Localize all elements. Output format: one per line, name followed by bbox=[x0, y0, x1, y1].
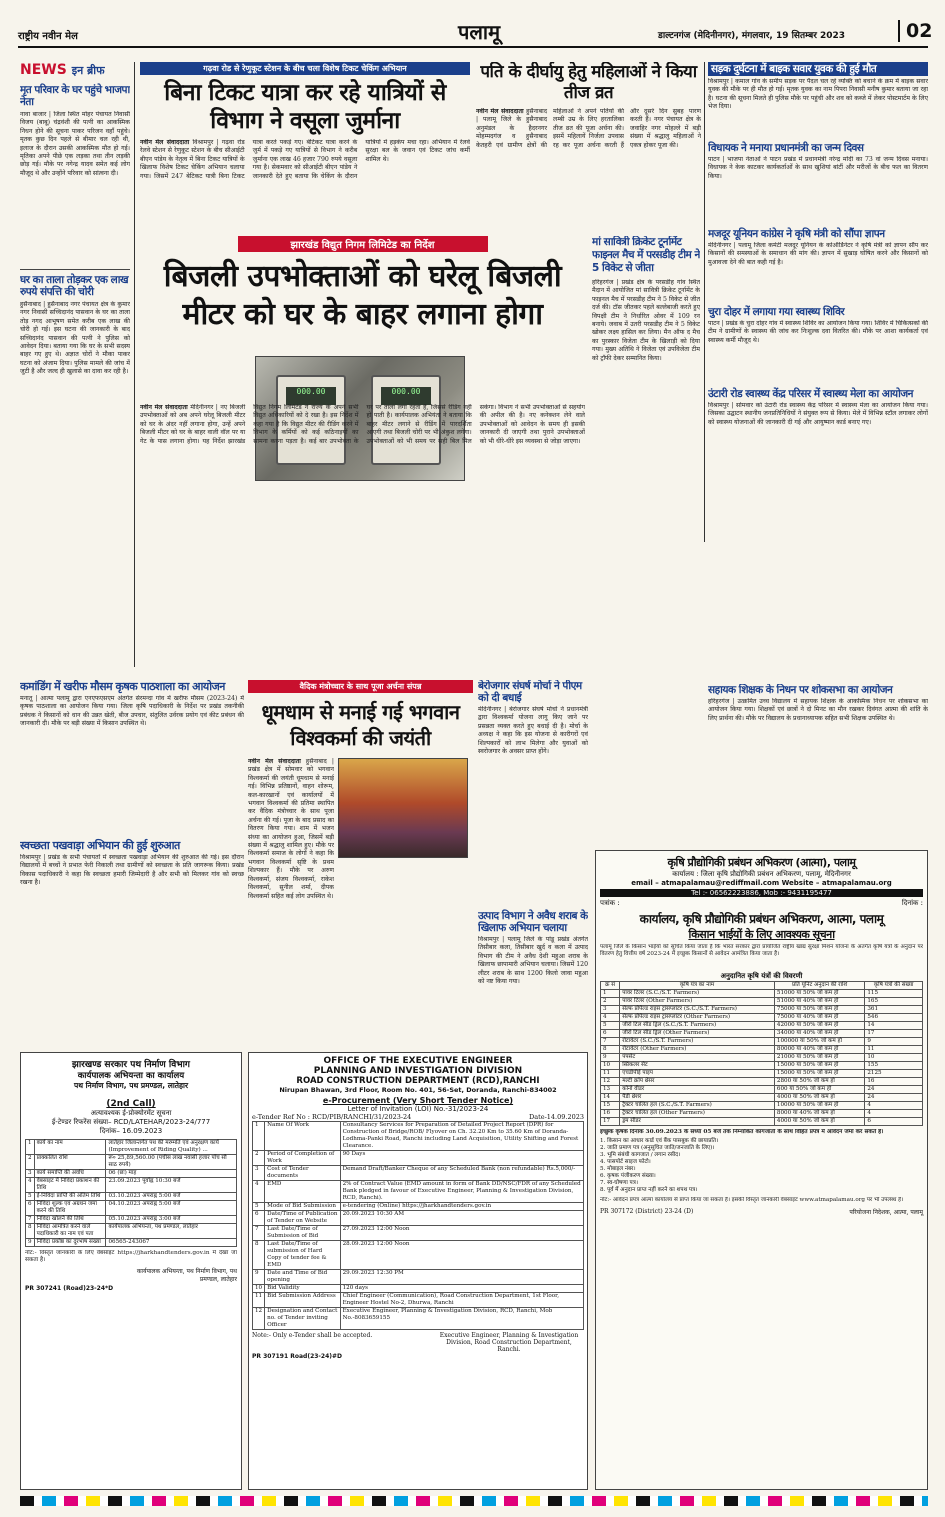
table-row bbox=[26, 1201, 237, 1216]
jh-line-3: पथ निर्माण विभाग, पथ प्रमण्डल, लातेहार bbox=[73, 1081, 189, 1090]
table-cell: 75000 या 40% जो कम हो bbox=[774, 1014, 864, 1022]
table-cell: ट्रैक्टर चालित हल (Other Farmers) bbox=[620, 1110, 775, 1118]
right-headline-3: मजदूर यूनियन कांग्रेस ने कृषि मंत्री को सौंपा ज्ञापन bbox=[708, 228, 885, 240]
table-cell: 16 bbox=[865, 1078, 923, 1086]
right-headline-5: उंटारी रोड स्वास्थ्य केंद्र परिसर में स्वास्थ्य मेला का आयोजन bbox=[708, 388, 913, 400]
table-cell: 2 bbox=[26, 1155, 35, 1170]
right-column-2 bbox=[708, 684, 928, 844]
table-cell: 12 bbox=[601, 1078, 620, 1086]
atma-ref-line bbox=[600, 899, 923, 908]
table-cell: 06 (छः) माह bbox=[106, 1170, 237, 1178]
cricket-story bbox=[592, 236, 700, 666]
table-row bbox=[601, 1030, 923, 1038]
table-cell: 11 bbox=[865, 1046, 923, 1054]
bijli-kicker: झारखंड विद्युत निगम लिमिटेड का निर्देश bbox=[238, 236, 488, 252]
left-lower bbox=[20, 680, 244, 1050]
atma-notice-title: किसान भाईयों के लिए आवश्यक सूचना bbox=[688, 928, 835, 941]
table-cell: 42000 या 50% जो कम हो bbox=[774, 1022, 864, 1030]
berojgar-headline: बेरोजगार संघर्ष मोर्चा ने पीएम को दी बधाई bbox=[478, 680, 582, 704]
table-cell: 4 bbox=[26, 1178, 35, 1193]
table-cell: पंपसेट bbox=[620, 1054, 775, 1062]
table-cell: Bid Validity bbox=[265, 1285, 340, 1293]
table-cell: 27.09.2023 12:00 Noon bbox=[340, 1226, 583, 1241]
table-row bbox=[253, 1151, 584, 1166]
berojgar-body: मेदिनीनगर | बेरोजगार संघर्ष मोर्चा ने प्रधानमंत्री द्वारा विश्वकर्मा योजना लागू किए जाने पर प्रसन्नता व्यक्त करते हुए बधाई दी है। मोर्चा के अध्यक्ष ने कहा कि इस योजना से कारीगरों एवं शिल्पकारों को लाभ मिलेगा और युवाओं को स्वरोजगार के अवसर प्राप्त होंगे। bbox=[478, 706, 588, 756]
table-row bbox=[601, 1070, 923, 1078]
table-cell: 21000 या 50% जो कम हो bbox=[774, 1054, 864, 1062]
table-cell: 20.09.2023 10:30 AM bbox=[340, 1211, 583, 1226]
vishwakarma-body: हुसैनाबाद | प्रखंड क्षेत्र में सोमवार को भगवान विश्वकर्मा की जयंती धूमधाम से मनाई गई। विभिन्न प्रतिष्ठानों, वाहन शोरूम, कल-कारखानों एवं कार्यालयों में भगवान विश्वकर्मा की प्रतिमा स्थापित कर वैदिक मंत्रोच्चार के साथ पूजा अर्चना की गई। पूजा के बाद प्रसाद का वितरण किया गया। शाम में भजन संध्या का आयोजन हुआ, जिसमें बड़ी संख्या में श्रद्धालु शामिल हुए। मौके पर विश्वकर्मा समाज के लोगों ने कहा कि भगवान विश्वकर्मा सृष्टि के प्रथम शिल्पकार हैं। मौके पर अरुण विश्वकर्मा, संजय विश्वकर्मा, राकेश विश्वकर्मा, सुनील शर्मा, दीपक विश्वकर्मा सहित कई लोग उपस्थित थे। bbox=[248, 758, 334, 900]
brief-headline-2: घर का ताला तोड़कर एक लाख रुपये संपत्ति की चोरी bbox=[20, 269, 130, 298]
table-cell: 3 bbox=[253, 1166, 265, 1181]
table-cell: 90 Days bbox=[340, 1151, 583, 1166]
bijli-body-wrap bbox=[140, 404, 585, 666]
atma-signoff: परियोजना निदेशक, आत्मा, पलामू bbox=[849, 1209, 923, 1216]
table-cell: कोनो वीडर bbox=[620, 1086, 775, 1094]
jh-line-1: झारखण्ड सरकार पथ निर्माण विभाग bbox=[72, 1060, 190, 1070]
table-cell: 11 bbox=[253, 1293, 265, 1308]
news-brand-sub: इन ब्रीफ bbox=[71, 64, 105, 77]
table-cell: कार्य समाप्ति की अवधि bbox=[34, 1170, 106, 1178]
table-cell: 51000 या 50% जो कम हो bbox=[774, 990, 864, 998]
list-item: 5. मोबाइल नंबर। bbox=[600, 1166, 636, 1172]
table-cell: 4 bbox=[865, 1102, 923, 1110]
table-row bbox=[26, 1170, 237, 1178]
table-cell: 17 bbox=[601, 1118, 620, 1126]
cricket-body: हरिहरगंज | प्रखंड क्षेत्र के परसडीह गांव स्थित मैदान में आयोजित मां सावित्री क्रिकेट टूर्नामेंट के फाइनल मैच में परसडीह टीम ने 5 विकेट से जीत दर्ज की। टॉस जीतकर पहले बल्लेबाजी करते हुए विपक्षी टीम ने निर्धारित ओवर में 109 रन बनाये। जवाब में उतरी परसडीह टीम ने 5 विकेट खोकर लक्ष्य हासिल कर लिया। मैन ऑफ द मैच का पुरस्कार विजेता टीम के खिलाड़ी को दिया गया। मुख्य अतिथि ने विजेता एवं उपविजेता टीम को ट्रॉफी देकर सम्मानित किया। bbox=[592, 279, 700, 362]
table-cell: मल्टी क्रॉप थ्रेसर bbox=[620, 1078, 775, 1086]
brief-body-1: नावा बाजार | जिला स्थित मोहर पंचायत निवासी विजय (बाबू) चंद्रवंशी की पत्नी का आकस्मिक निधन होने की सूचना पाकर परिजन वहाँ पहुंचे। मृतक कुछ दिन पहले से बीमार चल रही थी, इलाज के दौरान उसकी आकस्मिक मौत हो गई। मृतिका अपने पीछे एक लड़का तथा तीन लड़की छोड़ गई। मौके पर नगेन्द्र यादव समेत कई लोग मौजूद थे और उन्होंने परिवार को सांत्वना दी। bbox=[20, 111, 130, 177]
table-cell: 5 bbox=[253, 1203, 265, 1211]
table-cell: 17 bbox=[865, 1030, 923, 1038]
table-cell: 3 bbox=[26, 1170, 35, 1178]
table-cell: 6 bbox=[865, 1118, 923, 1126]
latehar-tender-notice bbox=[20, 1052, 242, 1490]
table-row bbox=[253, 1181, 584, 1203]
news-brief-column bbox=[20, 62, 130, 667]
table-row bbox=[253, 1122, 584, 1151]
table-cell: 9 bbox=[253, 1270, 265, 1285]
table-cell: जीरो टिल सीड ड्रिल (S.C./S.T. Farmers) bbox=[620, 1022, 775, 1030]
table-cell: 04.10.2023 अपराह्न 5:00 बजे bbox=[106, 1201, 237, 1216]
table-cell: 8 bbox=[26, 1224, 35, 1239]
right-body-2: पाटन | भाजपा नेताओं ने पाटन प्रखंड में प्रधानमंत्री नरेन्द्र मोदी का 73 वां जन्म दिवस मनाया। विधायक ने केक काटकर कार्यकर्ताओं के साथ खुशियां बांटीं और मरीजों के बीच फल का वितरण किया। bbox=[708, 156, 928, 180]
table-cell: 14 bbox=[865, 1022, 923, 1030]
table-row bbox=[601, 1046, 923, 1054]
table-row bbox=[601, 1078, 923, 1086]
table-cell: Name Of Work bbox=[265, 1122, 340, 1151]
table-row bbox=[26, 1224, 237, 1239]
right-body-1: विश्रामपुर | कमाल गांव के समीप सड़क पर पैदल चल रहे व्यक्ति को बचाने के क्रम में बाइक सवार युवक की मौके पर ही मौत हो गई। मृतक युवक का नाम पिपरा निवासी मनीष कुमार बताया जा रहा है। घटना की सूचना मिलते ही पुलिस मौके पर पहुंची और शव को कब्जे में लेकर पोस्टमार्टम के लिए भेज दिया। bbox=[708, 78, 928, 111]
table-header-cell: कृषि यंत्र का नाम bbox=[620, 982, 775, 990]
krishak-headline: कमांडिंग में खरीफ मौसम कृषक पाठशाला का आयोजन bbox=[20, 680, 225, 693]
table-cell: Mode of Bid Submission bbox=[265, 1203, 340, 1211]
atma-office-2: कार्यालय, कृषि प्रौद्योगिकी प्रबंधन अभिकरण, आत्मा, पलामू bbox=[639, 912, 884, 926]
right-headline-1: सड़क दुर्घटना में बाइक सवार युवक की हुई मौत bbox=[708, 62, 928, 76]
table-row bbox=[601, 1054, 923, 1062]
table-cell: Last Date/Time of Submission of Bid bbox=[265, 1226, 340, 1241]
print-color-bar bbox=[20, 1496, 928, 1506]
table-cell: 14 bbox=[601, 1094, 620, 1102]
table-cell: 2% of Contract Value (EMD amount in form of Bank DD/NSC/FDR of any Scheduled Bank pledged in favour of Executive Engineer, Planning & Investigation Division, RCD, Ranchi). bbox=[340, 1181, 583, 1203]
table-row bbox=[601, 1038, 923, 1046]
electric-meter-photo: 000.00 000.00 bbox=[255, 356, 465, 481]
atma-notice bbox=[595, 850, 928, 1490]
right-headline-6: सहायक शिक्षक के निधन पर शोकसभा का आयोजन bbox=[708, 684, 893, 696]
table-cell: 6 bbox=[26, 1201, 35, 1216]
list-item: 1. किसान का आधार कार्ड एवं बैंक पासबुक की छायाप्रति। bbox=[600, 1138, 719, 1144]
table-cell: 10 bbox=[253, 1285, 265, 1293]
list-item: 7. स्व-घोषणा पत्र। bbox=[600, 1180, 638, 1186]
atma-table bbox=[600, 981, 923, 1126]
table-cell: 1 bbox=[26, 1140, 35, 1155]
table-cell: लातेहार जिलान्तर्गत पथ की मरम्मति एवं अनुरक्षण कार्य (Improvement of Riding Quality) ... bbox=[106, 1140, 237, 1155]
table-cell: 4 bbox=[865, 1110, 923, 1118]
table-header-cell: क्र सं bbox=[601, 982, 620, 990]
vishwakarma-body-wrap bbox=[248, 758, 334, 1048]
ticket-body-wrap bbox=[140, 139, 470, 192]
table-cell: 546 bbox=[865, 1014, 923, 1022]
table-cell: 06565-243067 bbox=[106, 1239, 237, 1247]
table-cell: 6 bbox=[601, 1030, 620, 1038]
vishwakarma-kicker: वैदिक मंत्रोच्चार के साथ पूजा अर्चना संपन्न bbox=[248, 680, 473, 693]
brief-body-2: हुसैनाबाद | हुसैनाबाद नगर पंचायत क्षेत्र के कुमार नगर निवासी सच्चिदानंद पासवान के घर का ताला तोड़ नगद आभूषण समेत करीब एक लाख की चोरी हो गई। इस घटना की जानकारी के बाद सच्चिदानंद पासवान की पत्नी ने पुलिस को आवेदन दिया। बताया गया कि घर के सभी सदस्य बाहर गए हुए थे। अज्ञात चोरों ने मौका पाकर घटना को अंजाम दिया। पुलिस मामले की जांच में जुटी है और जल्द ही खुलासे का दावा कर रही है। bbox=[20, 301, 130, 376]
table-row bbox=[253, 1285, 584, 1293]
table-cell: निविदा प्रकोष्ठ का दूरभाष संख्या bbox=[34, 1239, 106, 1247]
table-row bbox=[601, 1006, 923, 1014]
table-cell: प्राक्कलित राशि bbox=[34, 1155, 106, 1170]
excise-body: विश्रामपुर | पलामू जिले के पांडू प्रखंड अंतर्गत तिसीबार कला, तिसीबार खुर्द व कला में उत्पाद विभाग की टीम ने अवैध देशी महुआ शराब के खिलाफ छापामारी अभियान चलाया। जिसमें 120 लीटर शराब के साथ 1200 किलो जावा महुआ को नष्ट किया गया। bbox=[478, 936, 588, 986]
table-cell: कार्य का नाम bbox=[34, 1140, 106, 1155]
bijli-body: मेदिनीनगर | नए बिजली उपभोक्ताओं को अब अपने घरेलू बिजली मीटर को घर के अंदर नहीं लगाना होगा, उन्हें अपने बिजली मीटर को घर के बाहर वाली वॉल पर या गेट के पास लगाना होगा। यह निर्देश झारखंड विद्युत निगम लिमिटेड ने राज्य के अपने सभी विद्युत अधिकारियों को दे रखा है। इस निर्देश में कहा गया है कि विद्युत मीटर की रीडिंग करने में विभाग के कर्मियों को कई कठिनाइयों का सामना करना पड़ता है। कई बार उपभोक्ता के घर पर ताला लगा रहता है, जिससे रीडिंग नहीं हो पाती है। कार्यपालक अभियंता ने बताया कि बाहर मीटर लगाने से रीडिंग में पारदर्शिता आएगी तथा बिजली चोरी पर भी अंकुश लगेगा। उपभोक्ताओं को भी समय पर सही बिल मिल सकेगा। विभाग ने सभी उपभोक्ताओं से सहयोग की अपील की है। नए कनेक्शन लेने वाले उपभोक्ताओं को आवेदन के समय ही इसकी जानकारी दी जाएगी तथा पुराने उपभोक्ताओं को भी धीरे-धीरे इस व्यवस्था से जोड़ा जाएगा। bbox=[140, 404, 585, 445]
jh-note: नोट:- विस्तृत जानकारी के लिए वेबसाइट https://jharkhandtenders.gov.in में देखा जा सकता है। bbox=[25, 1250, 237, 1263]
list-item: 8. पूर्व में अनुदान प्राप्त नहीं करने का शपथ पत्र। bbox=[600, 1187, 698, 1193]
table-cell: Chief Engineer (Communication), Road Construction Department, 1st Floor, Engineer Hostel No-2, Dhurwa, Ranchi bbox=[340, 1293, 583, 1308]
vishwakarma-story bbox=[248, 680, 473, 1050]
list-item: 3. भूमि संबंधी कागजात / लगान रसीद। bbox=[600, 1152, 681, 1158]
table-row bbox=[253, 1308, 584, 1330]
table-cell: 2 bbox=[253, 1151, 265, 1166]
list-item: 4. पासपोर्ट साइज फोटो। bbox=[600, 1159, 651, 1165]
rcd-line-4: Nirupan Bhawan, 3rd Floor, Room No. 401, 56-Set, Doranda, Ranchi-834002 bbox=[279, 1086, 557, 1094]
atma-dinank: दिनांक : bbox=[901, 899, 923, 907]
list-item: 2. जाति प्रमाण पत्र (अनुसूचित जाति/जनजाति के लिए)। bbox=[600, 1145, 715, 1151]
table-cell: 7 bbox=[601, 1038, 620, 1046]
table-cell: 29.09.2023 12:30 PM bbox=[340, 1270, 583, 1285]
jh-line-4: अत्यावश्यक ई-प्रोक्योरमेंट सूचना bbox=[90, 1109, 172, 1117]
jh-call: (2nd Call) bbox=[106, 1099, 156, 1109]
news-brand: NEWS bbox=[20, 62, 67, 78]
excise-headline: उत्पाद विभाग ने अवैध शराब के खिलाफ अभियान चलाया bbox=[478, 910, 588, 934]
table-row bbox=[601, 1102, 923, 1110]
jh-line-5: ई-टेण्डर रिफरेंस संख्या– RCD/LATEHAR/2023-24/777 bbox=[51, 1118, 211, 1126]
table-cell: 7 bbox=[253, 1226, 265, 1241]
rcd-pr: PR 307191 Road(23-24)#D bbox=[252, 1353, 343, 1360]
atma-footer bbox=[600, 1208, 923, 1216]
table-cell: 120 days bbox=[340, 1285, 583, 1293]
table-cell: 4 bbox=[601, 1014, 620, 1022]
table-row bbox=[601, 1022, 923, 1030]
table-cell: 600 या 50% जो कम हो bbox=[774, 1086, 864, 1094]
paper-name: राष्ट्रीय नवीन मेल bbox=[18, 31, 78, 42]
table-cell: 03.10.2023 अपराह्न 5:00 बजे bbox=[106, 1193, 237, 1201]
atma-intro: पलामू जिले के किसान भाईयों को सूचित किया जाता है कि भारत सरकार द्वारा प्रायोजित राष्ट्रीय खाद्य सुरक्षा मिशन योजना के अंतर्गत कृषि यंत्रों के अनुदान पर वितरण हेतु वित्तीय वर्ष 2023-24 में इच्छुक किसानों से आवेदन आमंत्रित किया जाता है। bbox=[600, 944, 923, 957]
table-cell: 155 bbox=[865, 1062, 923, 1070]
krishak-body: मनातू | आत्मा पलामू द्वारा एनएफएसएम अंतर्गत सेरमन्दा गांव में खरीफ मौसम (2023-24) में कृषक पाठशाला का आयोजन किया गया। जिला कृषि पदाधिकारी के निर्देश पर प्रखंड तकनीकी प्रबंधक ने किसानों को धान की उन्नत खेती, बीज उपचार, संतुलित उर्वरक प्रयोग एवं कीट प्रबंधन की जानकारी दी। मौके पर बड़ी संख्या में किसान उपस्थित थे। bbox=[20, 695, 244, 728]
table-cell: 11 bbox=[601, 1070, 620, 1078]
table-cell: वेबसाइट में निविदा प्रकाशन की तिथि bbox=[34, 1178, 106, 1193]
table-cell: Bid Submission Address bbox=[265, 1293, 340, 1308]
right-body-4: पाटन | प्रखंड के चुरा दोहर गांव में स्वास्थ्य शिविर का आयोजन किया गया। शिविर में चिकित्सकों की टीम ने ग्रामीणों के स्वास्थ्य की जांच कर निःशुल्क दवा वितरित की। मौके पर आशा कार्यकर्ता एवं स्वास्थ्य कर्मी मौजूद थे। bbox=[708, 320, 928, 344]
table-row bbox=[26, 1178, 237, 1193]
table-cell: 2125 bbox=[865, 1070, 923, 1078]
ticket-byline: नवीन मेल संवाददाता bbox=[140, 139, 190, 146]
table-cell: 16 bbox=[601, 1110, 620, 1118]
table-cell: निविदा शुल्क एवं अग्रधन जमा करने की तिथि bbox=[34, 1201, 106, 1216]
dateline: डाल्टनगंज (मेदिनीनगर), मंगलवार, 19 सितम्बर 2023 bbox=[658, 31, 846, 41]
table-row bbox=[601, 1086, 923, 1094]
table-cell: ई-निविदा प्राप्ति की अंतिम तिथि bbox=[34, 1193, 106, 1201]
table-row bbox=[253, 1166, 584, 1181]
page-number: 02 bbox=[898, 20, 932, 42]
table-cell: 8000 या 40% जो कम हो bbox=[774, 1110, 864, 1118]
right-body-6: हरिहरगंज | उत्क्रमित उच्च विद्यालय में सहायक शिक्षक के आकस्मिक निधन पर शोकसभा का आयोजन किया गया। शिक्षकों एवं छात्रों ने दो मिनट का मौन रखकर दिवंगत आत्मा की शांति के लिए प्रार्थना की। मौके पर विद्यालय के प्रधानाध्यापक सहित सभी शिक्षक उपस्थित थे। bbox=[708, 698, 928, 722]
list-item: 6. कृषक पंजीकरण संख्या। bbox=[600, 1173, 656, 1179]
table-row bbox=[253, 1270, 584, 1285]
table-cell: 15000 या 50% जो कम हो bbox=[774, 1062, 864, 1070]
table-row bbox=[253, 1226, 584, 1241]
vishwakarma-headline: धूमधाम से मनाई गई भगवान विश्वकर्मा की जयंती bbox=[261, 700, 460, 750]
table-cell: 115 bbox=[865, 990, 923, 998]
table-cell: निविदा आमंत्रित करने वाले पदाधिकारी का नाम एवं पता bbox=[34, 1224, 106, 1239]
news-brief-logo bbox=[20, 62, 130, 78]
table-cell: रोटावेटर (S.C./S.T. Farmers) bbox=[620, 1038, 775, 1046]
teej-body: हुसैनाबाद | पलामू जिले के हुसैनाबाद अनुमंडल के हैदरनगर मोहम्मदगंज व हुसैनाबाद केतहरी एवं ग्रामीण क्षेत्रों की महिलाओं ने अपने पतियों की लम्बी उम्र के लिए हरतालिका तीज व्रत की पूजा अर्चना की। इसमें महिलायें निर्जला उपवास रह कर पूजा अर्चना करती हैं और दूसरे दिन सुबह पारण करती हैं। नगर पंचायत क्षेत्र के जवाहिर नगर मोहल्ले में बड़ी संख्या में श्रद्धालु महिलाओं ने एकत्र होकर पूजा की। bbox=[476, 108, 701, 149]
rcd-sign: Executive Engineer, Planning & Investigation Division, Road Construction Department, Ranchi. bbox=[439, 1332, 579, 1353]
atma-tel: Tel :- 06562223886, Mob :- 9431195477 bbox=[600, 889, 923, 897]
atma-note: नोट:- आवेदन प्रपत्र आत्मा कार्यालय से प्राप्त किया जा सकता है। इसकी विस्तृत जानकारी वेबसाइट www.atmapalamau.org पर भी उपलब्ध है। bbox=[600, 1197, 904, 1203]
swachhta-headline: स्वच्छता पखवाड़ा अभियान की हुई शुरुआत bbox=[20, 839, 180, 852]
table-header-cell: कृषि यंत्रों की संख्या bbox=[865, 982, 923, 990]
jh-line-2: कार्यपालक अभियन्ता का कार्यालय bbox=[77, 1071, 185, 1081]
table-cell: 12 bbox=[253, 1308, 265, 1330]
table-cell: Cost of Tender documents bbox=[265, 1166, 340, 1181]
table-cell: 80000 या 40% जो कम हो bbox=[774, 1046, 864, 1054]
table-cell: ड्रम सीडर bbox=[620, 1118, 775, 1126]
table-cell: 05.10.2023 अपराह्न 3:00 बजे bbox=[106, 1216, 237, 1224]
ticket-body: विश्रामपुर | गढ़वा रोड रेलवे स्टेशन से रेणुकूट स्टेशन के बीच सीआईटी बीएन पांडेय के नेतृत्व में बिना टिकट यात्रियों के खिलाफ विशेष टिकट चेकिंग अभियान चलाया गया। जिसमें 247 बेटिकट यात्री बिना टिकट यात्रा करते पकड़े गए। बेटिकट यात्रा करने के जुर्म में पकड़े गए यात्रियों से विभाग ने करीब जुर्माना एक लाख 46 हजार 790 रुपये वसूला गया है। सेकमवार को सीआईटी बीएन पांडेय ने जानकारी देते हुए बताया कि चेकिंग के दौरान यात्रियों में हड़कंप मचा रहा। अभियान में रेलवे सुरक्षा बल के जवान एवं टिकट जांच कर्मी शामिल थे। bbox=[140, 139, 470, 180]
rcd-line-1: OFFICE OF THE EXECUTIVE ENGINEER bbox=[323, 1056, 513, 1066]
teej-headline: पति के दीर्घायु हेतु महिलाओं ने किया तीज व्रत bbox=[480, 62, 697, 103]
table-cell: सेल्फ प्रोपेल्ड राइस ट्रांसप्लांटर (S.C./S.T. Farmers) bbox=[620, 1006, 775, 1014]
table-cell: 4000 या 50% जो कम हो bbox=[774, 1094, 864, 1102]
table-cell: 75000 या 50% जो कम हो bbox=[774, 1006, 864, 1014]
table-row bbox=[26, 1193, 237, 1201]
table-cell: 15000 या 50% जो कम हो bbox=[774, 1070, 864, 1078]
bijli-byline: नवीन मेल संवाददाता bbox=[140, 404, 188, 411]
brief-headline-1: मृत परिवार के घर पहुंचे भाजपा नेता bbox=[20, 84, 130, 108]
table-cell: 3 bbox=[601, 1006, 620, 1014]
table-row bbox=[253, 1211, 584, 1226]
section-title: पलामू bbox=[458, 20, 501, 44]
vishwakarma-photo bbox=[338, 758, 468, 858]
atma-office: कार्यालय : जिला कृषि प्रौद्योगिकी प्रबंधन अभिकरण, पलामू, मेदिनीनगर bbox=[672, 870, 851, 878]
table-row bbox=[601, 1014, 923, 1022]
table-cell: पावर टिलर (S.C./S.T. Farmers) bbox=[620, 990, 775, 998]
rcd-note: Note:- Only e-Tender shall be accepted. bbox=[252, 1332, 373, 1339]
atma-title: कृषि प्रौद्योगिकी प्रबंधन अभिकरण (आत्मा), पलामू bbox=[667, 856, 856, 869]
table-row bbox=[601, 1110, 923, 1118]
table-cell: Executive Engineer, Planning & Investigation Division, RCD, Ranchi, Mob No.-8083659155 bbox=[340, 1308, 583, 1330]
table-cell: पैडी थ्रेशर bbox=[620, 1094, 775, 1102]
table-cell: Consultancy Services for Preparation of Detailed Project Report (DPR) for Construction of Bridge/ROB/ Flyover on Ch. 32.20 Km to 35.60 Km of Doranda-Lodhma-Panki Road, Ranchi including Land Acquisition, Utility Shifting and Forest Clearance. bbox=[340, 1122, 583, 1151]
rcd-ref: e-Tender Ref No : RCD/PIB/RANCHI/31/2023-24 bbox=[252, 1113, 412, 1121]
table-header-cell: प्रति यूनिट अनुदान की राशि bbox=[774, 982, 864, 990]
table-cell: 10 bbox=[601, 1062, 620, 1070]
jh-table bbox=[25, 1139, 237, 1247]
rcd-loi: Letter of Invitation (LOI) No.-31/2023-24 bbox=[347, 1105, 489, 1113]
berojgar-story bbox=[478, 680, 588, 1050]
table-cell: रू० 25,89,560.00 (पचीस लाख नवासी हजार पाँच सौ साठ रुपये) bbox=[106, 1155, 237, 1170]
table-cell: EMD bbox=[265, 1181, 340, 1203]
table-cell: निविदा खोलने की तिथि bbox=[34, 1216, 106, 1224]
table-cell: Date/Time of Publication of Tender on Website bbox=[265, 1211, 340, 1226]
jh-line-6: दिनांक– 16.09.2023 bbox=[99, 1127, 163, 1135]
jh-sign: कार्यपालक अभियन्ता, पथ निर्माण विभाग, पथ प्रमण्डल, लातेहार bbox=[136, 1268, 237, 1283]
table-cell: 8 bbox=[601, 1046, 620, 1054]
table-row bbox=[601, 1118, 923, 1126]
table-cell: 1 bbox=[253, 1122, 265, 1151]
vishwakarma-byline: नवीन मेल संवाददाता bbox=[248, 758, 301, 765]
rcd-tender-notice bbox=[248, 1052, 588, 1490]
swachhta-body: विश्रामपुर | प्रखंड के सभी पंचायतों में स्वच्छता पखवाड़ा अभियान की शुरुआत की गई। इस दौरान विद्यालयों में बच्चों ने प्रभात फेरी निकाली तथा ग्रामीणों को स्वच्छता के प्रति जागरूक किया। प्रखंड विकास पदाधिकारी ने कहा कि स्वच्छता हमारी जिम्मेदारी है और सभी को मिलकर गांव को स्वच्छ रखना है। bbox=[20, 854, 244, 887]
table-cell: Last Date/Time of submission of Hard Copy of tender fee & EMD bbox=[265, 1241, 340, 1270]
table-row bbox=[26, 1216, 237, 1224]
table-cell: स्प्रिंकलर सेट bbox=[620, 1062, 775, 1070]
table-row bbox=[601, 990, 923, 998]
table-row bbox=[26, 1239, 237, 1247]
table-row bbox=[253, 1203, 584, 1211]
table-cell: 23.09.2023 पूर्वाह्न 10:30 बजे bbox=[106, 1178, 237, 1193]
table-cell: 51000 या 40% जो कम हो bbox=[774, 998, 864, 1006]
table-row bbox=[26, 1140, 237, 1155]
table-cell: 13 bbox=[601, 1086, 620, 1094]
ticket-headline: बिना टिकट यात्रा कर रहे यात्रियों से विभाग ने वसूला जुर्माना bbox=[164, 80, 446, 134]
teej-byline: नवीन मेल संवाददाता bbox=[476, 108, 524, 115]
right-column bbox=[708, 62, 928, 542]
rcd-ref-line bbox=[252, 1113, 584, 1121]
table-cell: पावर टिलर (Other Farmers) bbox=[620, 998, 775, 1006]
masthead bbox=[18, 18, 933, 48]
right-headline-4: चुरा दोहर में लगाया गया स्वास्थ्य शिविर bbox=[708, 306, 845, 318]
table-cell: 34000 या 40% जो कम हो bbox=[774, 1030, 864, 1038]
right-headline-2: विधायक ने मनाया प्रधानमंत्री का जन्म दिवस bbox=[708, 142, 864, 154]
teej-body-wrap bbox=[476, 108, 701, 234]
ticket-story bbox=[140, 62, 470, 192]
table-cell: Demand Draft/Banker Cheque of any Scheduled Bank (non refundable) Rs.5,000/- bbox=[340, 1166, 583, 1181]
table-cell: 1 bbox=[601, 990, 620, 998]
right-body-5: विश्रामपुर | सोमवार को उंटारी रोड स्वास्थ्य केंद्र परिसर में स्वास्थ्य मेला का आयोजन किया गया। जिसका उद्घाटन स्थानीय जनप्रतिनिधियों ने संयुक्त रूप से किया। मेले में विभिन्न स्टॉल लगाकर लोगों को स्वास्थ्य योजनाओं की जानकारी दी गई और आयुष्मान कार्ड बनाए गए। bbox=[708, 402, 928, 426]
table-cell: 7 bbox=[26, 1216, 35, 1224]
bijli-story bbox=[140, 236, 585, 666]
table-cell: 15 bbox=[601, 1102, 620, 1110]
table-cell: 9 bbox=[26, 1239, 35, 1247]
table-cell: Period of Completion of Work bbox=[265, 1151, 340, 1166]
table-cell: 5 bbox=[601, 1022, 620, 1030]
table-cell: 6 bbox=[253, 1211, 265, 1226]
table-cell: 2 bbox=[601, 998, 620, 1006]
table-cell: 24 bbox=[865, 1094, 923, 1102]
table-cell: 100000 या 50% जो कम हो bbox=[774, 1038, 864, 1046]
rcd-table bbox=[252, 1121, 584, 1330]
table-cell: ट्रैक्टर चालित हल (S.C./S.T. Farmers) bbox=[620, 1102, 775, 1110]
table-cell: 165 bbox=[865, 998, 923, 1006]
table-cell: रोटावेटर (Other Farmers) bbox=[620, 1046, 775, 1054]
table-cell: कार्यपालक अभियन्ता, पथ प्रमण्डल, लातेहार bbox=[106, 1224, 237, 1239]
rcd-date: Date-14.09.2023 bbox=[529, 1113, 584, 1121]
bijli-headline: बिजली उपभोक्ताओं को घरेलू बिजली मीटर को घर के बाहर लगाना होगा bbox=[163, 259, 562, 332]
teej-story bbox=[476, 62, 701, 234]
table-cell: सेल्फ प्रोपेल्ड राइस ट्रांसप्लांटर (Other Farmers) bbox=[620, 1014, 775, 1022]
atma-email: email – atmapalamau@rediffmail.com Website – atmapalamau.org bbox=[631, 879, 892, 887]
rcd-footer bbox=[252, 1332, 584, 1353]
atma-table-title: अनुदानित कृषि यंत्रों की विवरणी bbox=[720, 972, 803, 980]
table-cell: 5 bbox=[26, 1193, 35, 1201]
table-cell: 4 bbox=[253, 1181, 265, 1203]
table-cell: 8 bbox=[253, 1241, 265, 1270]
table-row bbox=[253, 1293, 584, 1308]
atma-patrank: पत्रांक : bbox=[600, 899, 620, 907]
table-cell: 4000 या 50% जो कम हो bbox=[774, 1118, 864, 1126]
cricket-headline: मां सावित्री क्रिकेट टूर्नामेंट फाइनल मैच में परसडीह टीम ने 5 विकेट से जीता bbox=[592, 236, 700, 274]
table-cell: एचडीपीई पाइप bbox=[620, 1070, 775, 1078]
atma-pr: PR 307172 (District) 23-24 (D) bbox=[600, 1208, 694, 1215]
rcd-line-3: ROAD CONSTRUCTION DEPARTMENT (RCD),RANCHI bbox=[296, 1076, 540, 1086]
table-row bbox=[601, 1062, 923, 1070]
table-cell: Date and Time of Bid opening bbox=[265, 1270, 340, 1285]
atma-docs-list bbox=[600, 1138, 923, 1194]
jh-pr: PR 307241 (Road)23-24*D bbox=[25, 1285, 114, 1292]
table-cell: 2800 या 50% जो कम हो bbox=[774, 1078, 864, 1086]
table-cell: e-tendering (Online) https://jharkhandtenders.gov.in bbox=[340, 1203, 583, 1211]
table-row bbox=[601, 998, 923, 1006]
table-cell: 10 bbox=[865, 1054, 923, 1062]
table-cell: जीरो टिल सीड ड्रिल (Other Farmers) bbox=[620, 1030, 775, 1038]
ticket-kicker: गढ़वा रोड से रेणुकूट स्टेशन के बीच चला विशेष टिकट चेकिंग अभियान bbox=[140, 62, 470, 75]
rcd-line-2: PLANNING AND INVESTIGATION DIVISION bbox=[313, 1066, 523, 1076]
table-cell: 361 bbox=[865, 1006, 923, 1014]
table-cell: 9 bbox=[865, 1038, 923, 1046]
right-body-3: मेदिनीनगर | पलामू जिला कमेटी मजदूर यूनियन के कोऑर्डिनेटर ने कृषि मंत्री को ज्ञापन सौंप कर किसानों की समस्याओं के समाधान की मांग की। ज्ञापन में सुखाड़ घोषित करने और किसानों को मुआवजा देने की बात कही गई है। bbox=[708, 242, 928, 266]
table-cell: 9 bbox=[601, 1054, 620, 1062]
table-cell: 10000 या 50% जो कम हो bbox=[774, 1102, 864, 1110]
table-row bbox=[26, 1155, 237, 1170]
table-cell: 28.09.2023 12:00 Noon bbox=[340, 1241, 583, 1270]
table-row bbox=[601, 1094, 923, 1102]
atma-deadline: इच्छुक कृषक दिनांक 30.09.2023 के संध्या 05 बजे तक निम्नांकित कागजातों के साथ विहित प्रपत्र में आवेदन जमा कर सकते हैं। bbox=[600, 1129, 884, 1135]
table-cell: Designation and Contact no. of Tender inviting Officer bbox=[265, 1308, 340, 1330]
table-row bbox=[253, 1241, 584, 1270]
table-cell: 24 bbox=[865, 1086, 923, 1094]
rcd-tender-title: e-Procurement (Very Short Tender Notice) bbox=[322, 1096, 514, 1105]
